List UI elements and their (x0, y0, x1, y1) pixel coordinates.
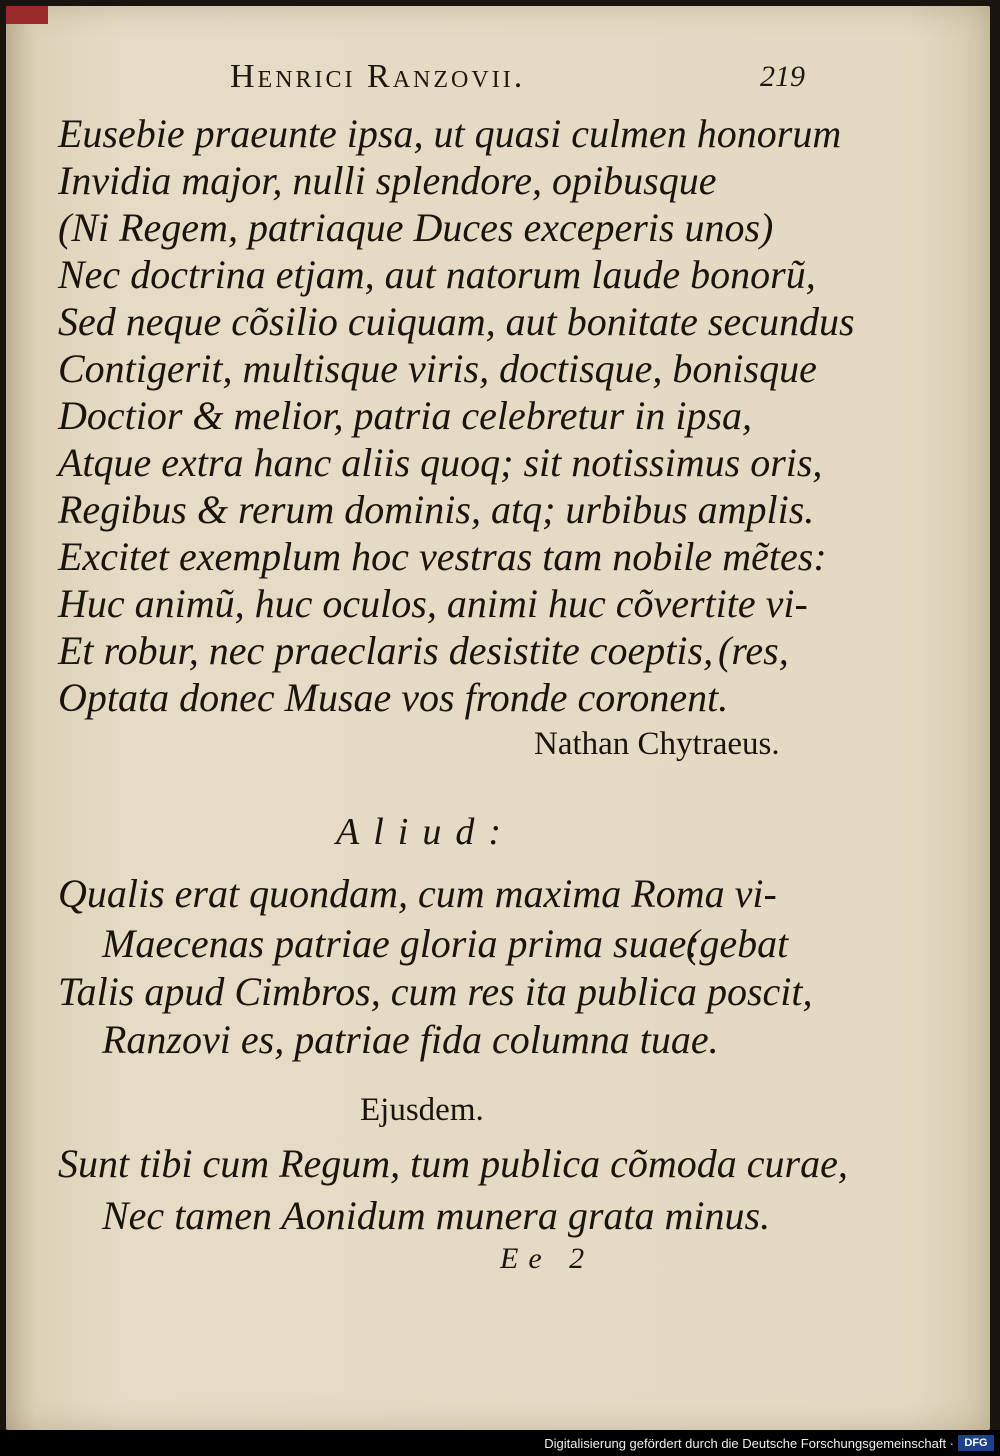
verse-line: Excitet exemplum hoc vestras tam nobile mẽtes: (58, 534, 827, 579)
signature-mark: Ee 2 (500, 1242, 595, 1275)
section-heading: Ejusdem. (360, 1092, 484, 1128)
verse-line: Atque extra hanc aliis quoq; sit notissimus oris, (58, 440, 823, 485)
verse-line: Huc animũ, huc oculos, animi huc cõvertite vi- (58, 581, 808, 626)
verse-line: Optata donec Musae vos fronde coronent. (58, 675, 729, 720)
footer-bar (0, 1430, 1000, 1456)
verse-turnover: (gebat (686, 921, 789, 966)
verse-line: Invidia major, nulli splendore, opibusque (58, 158, 717, 203)
red-tab-mark (6, 6, 48, 24)
footer-credit: Digitalisierung gefördert durch die Deutsche Forschungsgemeinschaft · (544, 1436, 954, 1451)
verse-line: Qualis erat quondam, cum maxima Roma vi- (58, 871, 777, 916)
verse-line: Maecenas patriae gloria prima suae: (102, 921, 700, 966)
verse-line: Sunt tibi cum Regum, tum publica cõmoda curae, (58, 1141, 848, 1186)
verse-line: Nec tamen Aonidum munera grata minus. (102, 1193, 771, 1238)
verse-line: Nec doctrina etjam, aut natorum laude bonorũ, (58, 252, 816, 297)
verse-line: Contigerit, multisque viris, doctisque, bonisque (58, 346, 817, 391)
running-title: Henrici Ranzovii. (230, 58, 526, 95)
verse-line: Eusebie praeunte ipsa, ut quasi culmen honorum (58, 111, 842, 156)
verse-turnover: (res, (718, 628, 789, 673)
verse-line: Regibus & rerum dominis, atq; urbibus amplis. (58, 487, 815, 532)
verse-line: Talis apud Cimbros, cum res ita publica poscit, (58, 969, 813, 1014)
section-heading: Aliud: (336, 811, 515, 853)
dfg-logo: DFG (958, 1435, 994, 1451)
verse-line: Doctior & melior, patria celebretur in ipsa, (58, 393, 753, 438)
verse-line: Et robur, nec praeclaris desistite coeptis, (58, 628, 714, 673)
page-header (6, 58, 990, 98)
book-page (6, 6, 990, 1430)
page-number: 219 (760, 60, 805, 93)
verse-line: Ranzovi es, patriae fida columna tuae. (102, 1017, 719, 1062)
verse-line: Sed neque cõsilio cuiquam, aut bonitate secundus (58, 299, 855, 344)
author-name: Nathan Chytraeus. (534, 726, 780, 762)
verse-line: (Ni Regem, patriaque Duces exceperis unos) (58, 205, 774, 250)
